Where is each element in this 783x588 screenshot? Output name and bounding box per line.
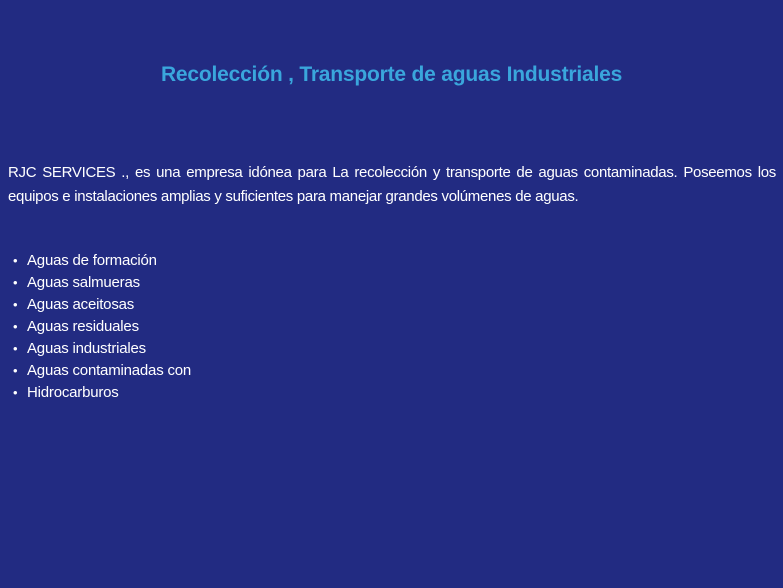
list-item — [13, 360, 191, 382]
bullet-icon: • — [13, 275, 18, 290]
list-item — [13, 294, 191, 316]
bullet-icon: • — [13, 363, 18, 378]
list-item-label: Aguas de formación — [27, 252, 157, 269]
list-item — [13, 250, 191, 272]
bullet-icon: • — [13, 297, 18, 312]
list-item — [13, 338, 191, 360]
bullet-icon: • — [13, 385, 18, 400]
bullet-icon: • — [13, 253, 18, 268]
list-item — [13, 316, 191, 338]
bullet-icon: • — [13, 319, 18, 334]
list-item-label: Aguas salmueras — [27, 274, 140, 291]
bullet-icon: • — [13, 341, 18, 356]
list-item-label: Hidrocarburos — [27, 384, 119, 401]
list-item-label: Aguas residuales — [27, 318, 139, 335]
slide-title: Recolección , Transporte de aguas Industriales — [160, 63, 623, 86]
bullet-list — [13, 250, 191, 404]
intro-paragraph: RJC SERVICES ., es una empresa idónea para La recolección y transporte de aguas contaminadas. Poseemos los equipos e instalaciones amplias y suficientes para manejar grandes volúmenes de aguas. — [8, 164, 776, 205]
list-item — [13, 272, 191, 294]
list-item-label: Aguas industriales — [27, 340, 146, 357]
list-item — [13, 382, 191, 404]
list-item-label: Aguas aceitosas — [27, 296, 135, 313]
list-item-label: Aguas contaminadas con — [27, 362, 192, 379]
